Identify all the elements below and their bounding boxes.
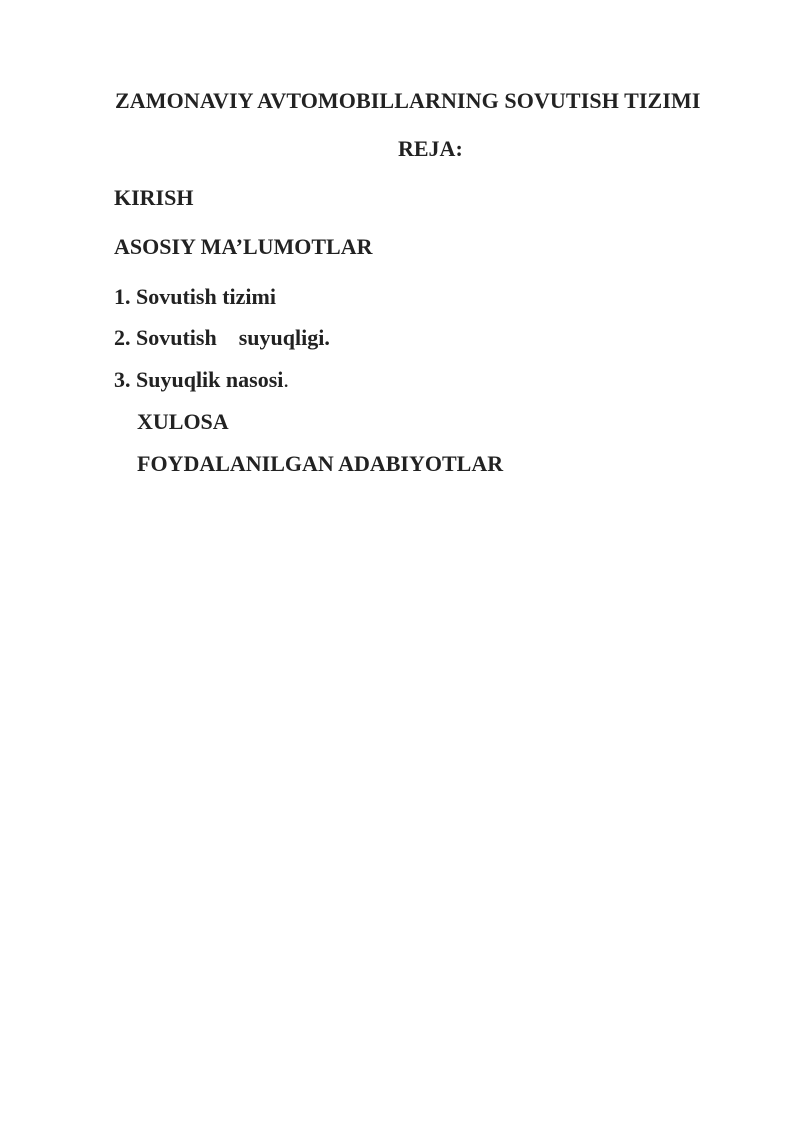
document-title: ZAMONAVIY AVTOMOBILLARNING SOVUTISH TIZIMI	[115, 88, 701, 113]
main-section-heading: ASOSIY MA’LUMOTLAR	[114, 234, 373, 259]
references-heading: FOYDALANILGAN ADABIYOTLAR	[137, 451, 504, 476]
plan-item-number: 3.	[114, 367, 131, 392]
plan-item-number: 1.	[114, 284, 131, 309]
plan-item-text: Suyuqlik nasosi	[136, 367, 284, 392]
plan-item-2	[114, 325, 330, 351]
plan-item-period: .	[283, 367, 289, 392]
intro-heading: KIRISH	[114, 185, 194, 210]
plan-heading: REJA:	[398, 136, 463, 161]
plan-item-number: 2.	[114, 325, 131, 350]
plan-item-3	[114, 367, 289, 393]
plan-item-text: Sovutish	[136, 325, 217, 350]
plan-item-text: Sovutish tizimi	[136, 284, 276, 309]
plan-item-1	[114, 284, 276, 310]
conclusion-heading: XULOSA	[137, 409, 229, 434]
plan-item-text: suyuqligi.	[238, 325, 330, 350]
